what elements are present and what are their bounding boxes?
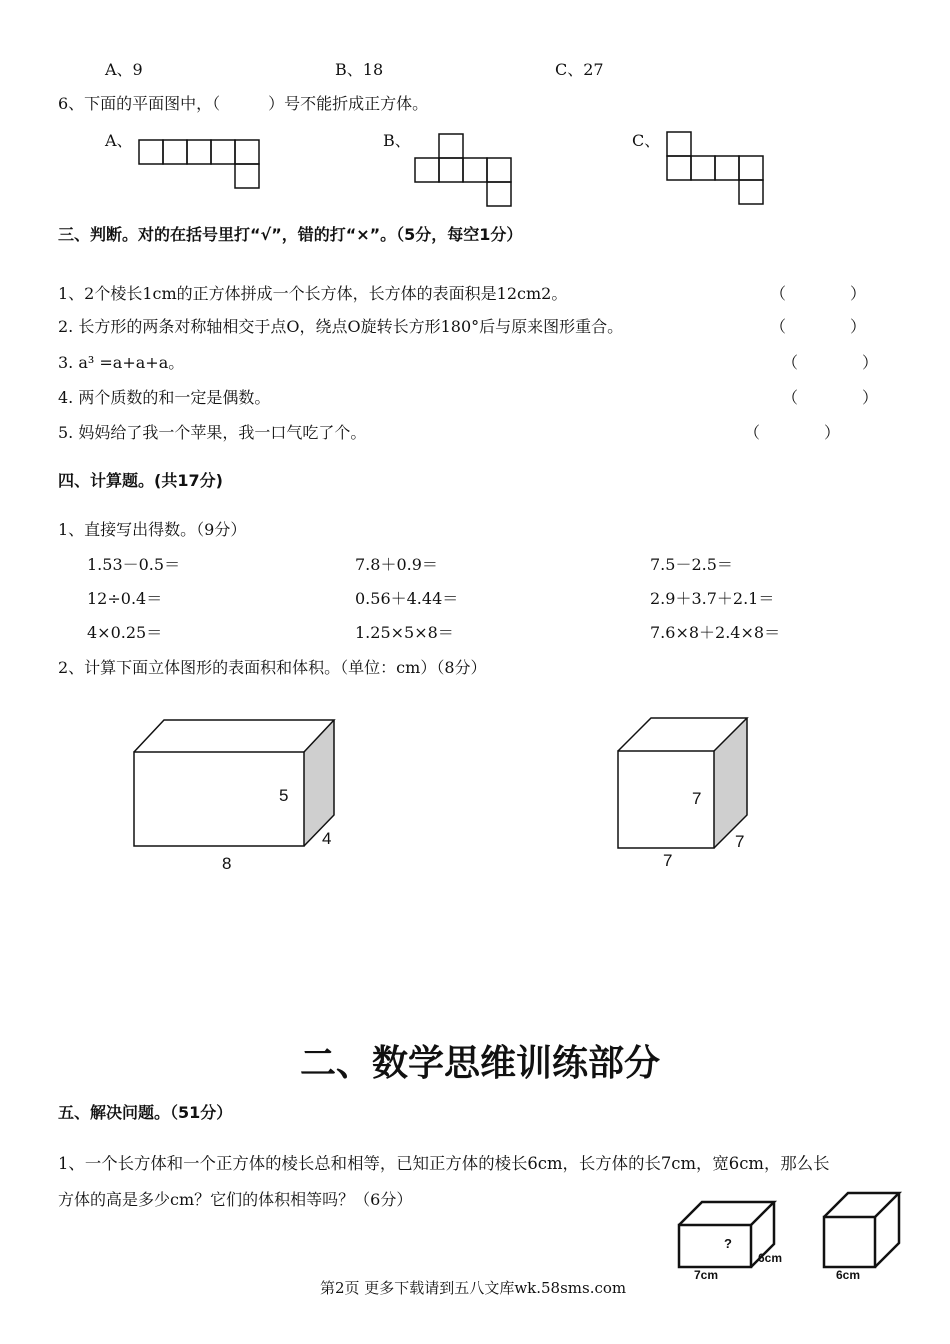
judge-paren-4[interactable]: （ ） [782, 388, 879, 407]
q6-opt-c-label: C、 [632, 131, 661, 150]
fig-box-length-label: 7cm [694, 1268, 719, 1282]
section5-title: 五、解决问题。（51分） [58, 1103, 233, 1122]
section4-title: 四、计算题。(共17分) [58, 471, 223, 490]
cuboid-depth-label: 4 [322, 829, 332, 848]
judge-item-3: 3. a³ =a+a+a。 [58, 353, 185, 372]
calc-item: 2.9＋3.7＋2.1＝ [650, 589, 775, 608]
problem1-line1: 1、一个长方体和一个正方体的棱长总和相等，已知正方体的棱长6cm，长方体的长7cm，宽6cm，那么长 [58, 1154, 830, 1173]
cube-length-label: 7 [663, 851, 673, 870]
calc-item: 4×0.25＝ [87, 623, 163, 642]
section3-title: 三、判断。对的在括号里打“√”，错的打“×”。（5分，每空1分） [58, 225, 523, 244]
cuboid-length-label: 8 [222, 854, 232, 873]
calc-item: 7.5－2.5＝ [650, 555, 733, 574]
calc-item: 7.8＋0.9＝ [355, 555, 438, 574]
page-footer: 第2页 更多下载请到五八文库wk.58sms.com [320, 1279, 627, 1297]
q5-option-a: A、9 [105, 60, 143, 79]
cube-depth-label: 7 [735, 832, 745, 851]
fig-box-width-label: 6cm [758, 1251, 783, 1265]
fig-box-height-label: ? [724, 1236, 732, 1251]
q5-option-c: C、27 [555, 60, 604, 79]
calc-item: 7.6×8＋2.4×8＝ [650, 623, 781, 642]
problem1-line2: 方体的高是多少cm？它们的体积相等吗？（6分） [58, 1190, 413, 1209]
calc-item: 12÷0.4＝ [87, 589, 163, 608]
judge-item-2: 2. 长方形的两条对称轴相交于点O，绕点O旋转长方形180°后与原来图形重合。 [58, 317, 624, 336]
q6-opt-b-label: B、 [383, 131, 411, 150]
judge-item-4: 4. 两个质数的和一定是偶数。 [58, 388, 271, 407]
calc-sub1: 1、直接写出得数。（9分） [58, 520, 247, 539]
q6-text: 6、下面的平面图中，（ ）号不能折成正方体。 [58, 94, 429, 113]
judge-paren-1[interactable]: （ ） [770, 284, 867, 303]
judge-item-1: 1、2个棱长1cm的正方体拼成一个长方体，长方体的表面积是12cm2。 [58, 284, 568, 303]
calc-item: 1.53－0.5＝ [87, 555, 181, 574]
cube-height-label: 7 [692, 789, 702, 808]
part2-title: 二、数学思维训练部分 [300, 1043, 661, 1084]
q6-opt-a-label: A、 [105, 131, 133, 150]
judge-paren-2[interactable]: （ ） [770, 317, 867, 336]
calc-sub2: 2、计算下面立体图形的表面积和体积。（单位：cm）（8分） [58, 658, 487, 677]
q5-option-b: B、18 [335, 60, 384, 79]
cuboid-height-label: 5 [279, 786, 289, 805]
judge-item-5: 5. 妈妈给了我一个苹果，我一口气吃了个。 [58, 423, 367, 442]
judge-paren-3[interactable]: （ ） [782, 353, 879, 372]
calc-item: 0.56＋4.44＝ [355, 589, 459, 608]
judge-paren-5[interactable]: （ ） [744, 423, 841, 442]
fig-cube-edge-label: 6cm [836, 1268, 861, 1282]
calc-item: 1.25×5×8＝ [355, 623, 454, 642]
